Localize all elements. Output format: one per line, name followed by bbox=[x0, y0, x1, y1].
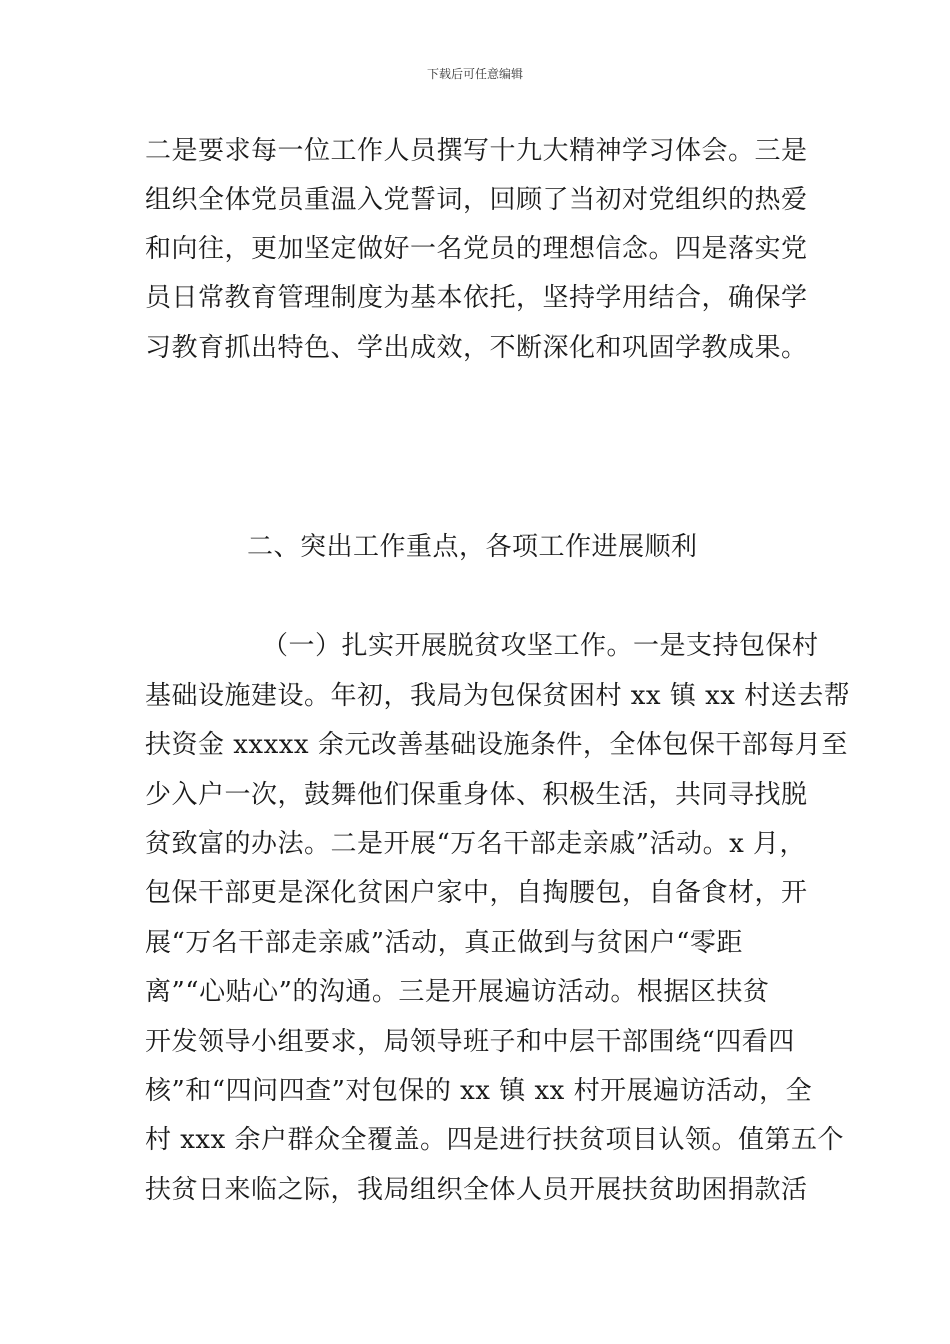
paragraph-line: 包保干部更是深化贫困户家中，自掏腰包，自备食材，开 bbox=[145, 878, 808, 908]
section-heading: 二、突出工作重点，各项工作进展顺利 bbox=[247, 532, 698, 562]
paragraph-line: 村 xxx 余户群众全覆盖。四是进行扶贫项目认领。值第五个 bbox=[145, 1125, 845, 1155]
paragraph-line: 组织全体党员重温入党誓词，回顾了当初对党组织的热爱 bbox=[145, 185, 808, 215]
paragraph-line: 基础设施建设。年初，我局为包保贫困村 xx 镇 xx 村送去帮 bbox=[145, 681, 851, 711]
paragraph-line: 习教育抓出特色、学出成效，不断深化和巩固学教成果。 bbox=[145, 333, 808, 363]
paragraph-line: 开发领导小组要求，局领导班子和中层干部围绕“四看四 bbox=[145, 1027, 795, 1057]
paragraph-line: 少入户一次，鼓舞他们保重身体、积极生活，共同寻找脱 bbox=[145, 780, 808, 810]
paragraph-line: 核”和“四问四查”对包保的 xx 镇 xx 村开展遍访活动，全 bbox=[145, 1076, 813, 1106]
paragraph-line: 贫致富的办法。二是开展“万名干部走亲戚”活动。x 月， bbox=[145, 829, 807, 859]
paragraph-line: 和向往，更加坚定做好一名党员的理想信念。四是落实党 bbox=[145, 234, 808, 264]
paragraph-line: 扶资金 xxxxx 余元改善基础设施条件，全体包保干部每月至 bbox=[145, 730, 848, 760]
paragraph-line: （一）扎实开展脱贫攻坚工作。一是支持包保村 bbox=[262, 631, 819, 661]
paragraph-line: 二是要求每一位工作人员撰写十九大精神学习体会。三是 bbox=[145, 136, 808, 166]
paragraph-line: 扶贫日来临之际，我局组织全体人员开展扶贫助困捐款活 bbox=[145, 1175, 808, 1205]
paragraph-line: 员日常教育管理制度为基本依托，坚持学用结合，确保学 bbox=[145, 283, 808, 313]
paragraph-line: 展“万名干部走亲戚”活动，真正做到与贫困户“零距 bbox=[145, 928, 743, 958]
paragraph-line: 离”“心贴心”的沟通。三是开展遍访活动。根据区扶贫 bbox=[145, 977, 770, 1007]
page-header: 下载后可任意编辑 bbox=[426, 67, 523, 81]
